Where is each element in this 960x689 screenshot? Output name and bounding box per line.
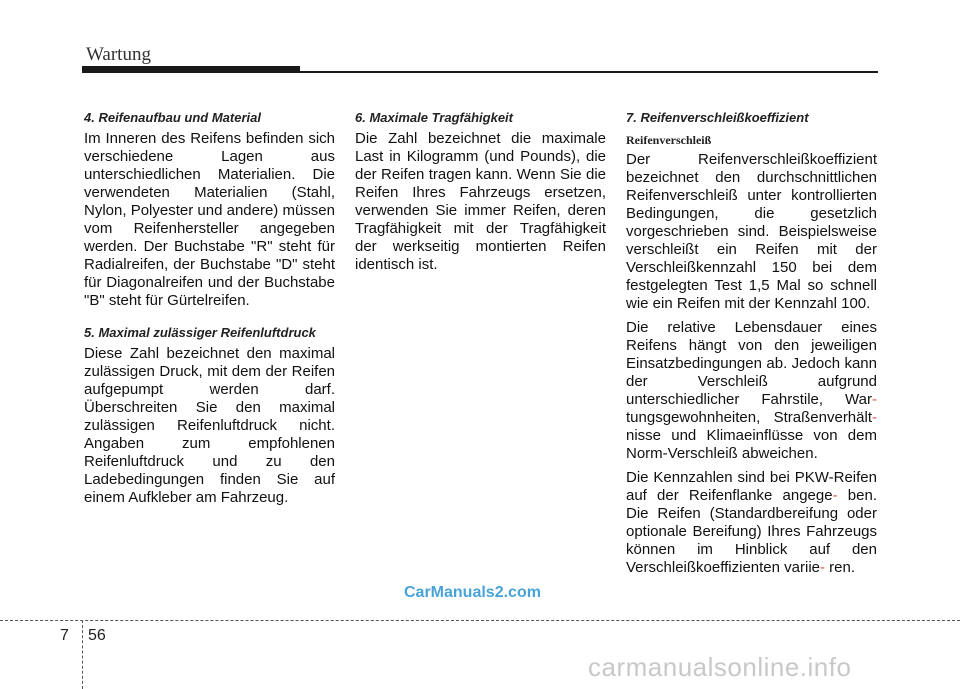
paragraph-grade-location bbox=[626, 469, 877, 577]
section-heading-tire-construction: 4. Reifenaufbau und Material bbox=[84, 110, 261, 125]
hyphen-mark: - bbox=[872, 409, 877, 426]
paragraph-max-load: Die Zahl bezeichnet die maximale Last in Kilogramm (und Pounds), die der Reifen tragen kann. Wenn Sie die Reifen Ihres Fahrzeugs ersetzen, verwenden Sie immer Reifen, deren Tragfähigkeit mit der Tragfähigkeit der werkseitig montierten Reifen identisch ist. bbox=[355, 130, 606, 273]
text-part: ben. Die Reifen (Standardbereifung oder optionale Bereifung) Ihres Fahrzeugs können im Hinblick auf den Verschleißkoeffizienten variie bbox=[626, 487, 877, 576]
section-heading-treadwear: 7. Reifenverschleißkoeffizient bbox=[626, 110, 809, 125]
text-part: Die Kennzahlen sind bei PKW-Reifen auf der Reifenflanke angege bbox=[626, 469, 877, 504]
column-2 bbox=[355, 110, 606, 280]
text-part: ren. bbox=[829, 559, 856, 576]
site-watermark: carmanualsonline.info bbox=[588, 652, 852, 682]
header-bar bbox=[82, 66, 300, 73]
text-part: nisse und Klimaeinflüsse von dem Norm-Verschleiß abweichen. bbox=[626, 427, 877, 462]
header-title: Wartung bbox=[86, 44, 151, 65]
footer-vertical-divider bbox=[82, 620, 83, 689]
column-3 bbox=[626, 110, 877, 583]
watermark-link[interactable]: CarManuals2.com bbox=[404, 584, 541, 601]
column-1 bbox=[84, 110, 335, 513]
hyphen-mark: - bbox=[832, 487, 838, 504]
hyphen-mark: - bbox=[820, 559, 825, 576]
paragraph-max-pressure: Diese Zahl bezeichnet den maximal zulässigen Druck, mit dem der Reifen aufgepumpt werden darf. Überschreiten Sie den maximal zulässigen Reifenluftdruck nicht. Angaben zum empfohlenen Reifenluftdruck und zu den Ladebedingungen finden Sie auf einem Aufkleber am Fahrzeug. bbox=[84, 345, 335, 506]
paragraph-relative-lifetime bbox=[626, 319, 877, 463]
text-part: tungsgewohnheiten, Straßenverhält bbox=[626, 409, 872, 426]
section-heading-max-load: 6. Maximale Tragfähigkeit bbox=[355, 110, 513, 125]
section-heading-max-pressure: 5. Maximal zulässiger Reifenluftdruck bbox=[84, 325, 316, 340]
text-part: Die relative Lebensdauer eines Reifens hängt von den jeweiligen Einsatzbedingungen ab. Jedoch kann der Verschleiß aufgrund unterschiedlicher Fahrstile, War bbox=[626, 319, 877, 408]
paragraph-treadwear-definition: Der Reifenverschleißkoeffizient bezeichnet den durchschnittlichen Reifenverschleiß unter kontrollierten Bedingungen, die gesetzlich vorgeschrieben sind. Beispielsweise verschleißt ein Reifen mit der Verschleißkennzahl 150 bei dem festgelegten Test 1,5 Mal so schnell wie ein Reifen mit der Kennzahl 100. bbox=[626, 151, 877, 312]
footer-divider bbox=[0, 620, 960, 621]
header-line bbox=[300, 71, 878, 73]
subheading-treadwear: Reifenverschleiß bbox=[626, 133, 712, 147]
chapter-number: 7 bbox=[60, 627, 69, 644]
page-number: 56 bbox=[88, 627, 106, 644]
hyphen-mark: - bbox=[872, 391, 877, 408]
paragraph-tire-construction: Im Inneren des Reifens befinden sich verschiedene Lagen aus unterschiedlichen Materialien. Die verwendeten Materialien (Stahl, Nylon, Polyester und andere) müssen vom Reifenhersteller angegeben werden. Der Buchstabe "R" steht für Radialreifen, der Buchstabe "D" steht für Diagonalreifen und der Buchstabe "B" steht für Gürtelreifen. bbox=[84, 130, 335, 309]
